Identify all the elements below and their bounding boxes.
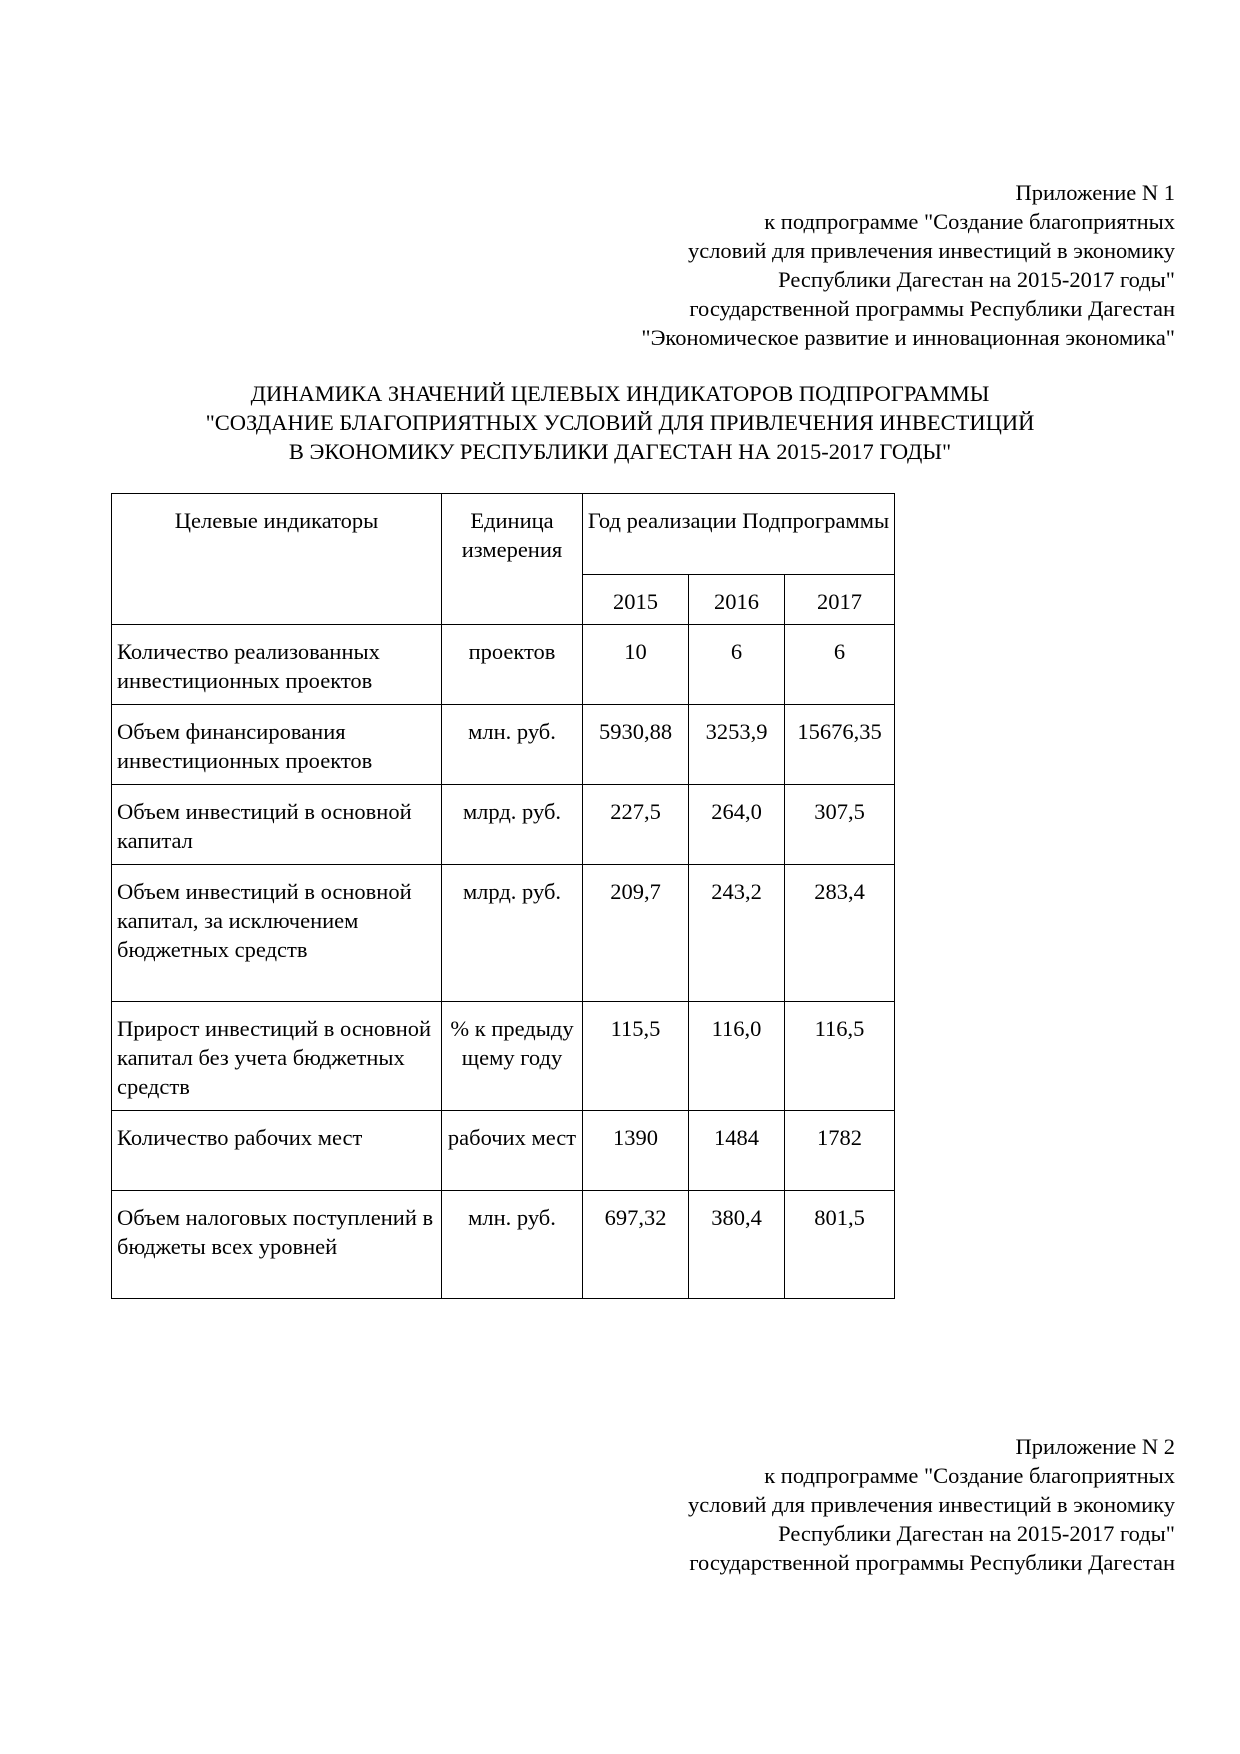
header-unit: Единица измерения	[442, 494, 583, 625]
value-cell-2016: 243,2	[689, 865, 785, 1002]
unit-cell: рабочих мест	[442, 1111, 583, 1191]
value-cell-2016: 116,0	[689, 1002, 785, 1111]
table-row	[112, 1002, 895, 1111]
header-period: Год реализации Подпрограммы	[583, 494, 895, 575]
value-cell-2015: 697,32	[583, 1191, 689, 1299]
value-cell-2015: 115,5	[583, 1002, 689, 1111]
header-year-2017: 2017	[785, 575, 895, 625]
value-cell-2016: 3253,9	[689, 705, 785, 785]
appendix-2-line: к подпрограмме "Создание благоприятных	[764, 1463, 1175, 1488]
title-line: "СОЗДАНИЕ БЛАГОПРИЯТНЫХ УСЛОВИЙ ДЛЯ ПРИВЛЕЧЕНИЯ ИНВЕСТИЦИЙ	[205, 410, 1035, 435]
value-cell-2015: 10	[583, 625, 689, 705]
unit-cell: млн. руб.	[442, 705, 583, 785]
appendix-1-line: условий для привлечения инвестиций в экономику	[687, 238, 1175, 263]
value-cell-2015: 209,7	[583, 865, 689, 1002]
value-cell-2015: 1390	[583, 1111, 689, 1191]
value-cell-2017: 283,4	[785, 865, 895, 1002]
value-cell-2016: 6	[689, 625, 785, 705]
title-line: ДИНАМИКА ЗНАЧЕНИЙ ЦЕЛЕВЫХ ИНДИКАТОРОВ ПОДПРОГРАММЫ	[250, 381, 990, 406]
indicator-cell: Объем финансирования инвестиционных проектов	[112, 705, 442, 785]
header-indicators: Целевые индикаторы	[112, 494, 442, 625]
unit-cell: % к предыдущему году	[442, 1002, 583, 1111]
table-row	[112, 785, 895, 865]
appendix-1-line: к подпрограмме "Создание благоприятных	[764, 209, 1175, 234]
value-cell-2017: 307,5	[785, 785, 895, 865]
table-row	[112, 1191, 895, 1299]
indicator-cell: Объем налоговых поступлений в бюджеты всех уровней	[112, 1191, 442, 1299]
indicators-table	[111, 493, 895, 1299]
indicator-cell: Прирост инвестиций в основной капитал без учета бюджетных средств	[112, 1002, 442, 1111]
unit-cell: проектов	[442, 625, 583, 705]
value-cell-2017: 801,5	[785, 1191, 895, 1299]
appendix-1-header	[475, 178, 1175, 352]
unit-cell: млрд. руб.	[442, 785, 583, 865]
unit-cell: млрд. руб.	[442, 865, 583, 1002]
value-cell-2017: 15676,35	[785, 705, 895, 785]
appendix-2-line: Республики Дагестан на 2015-2017 годы"	[778, 1521, 1175, 1546]
table-row	[112, 865, 895, 1002]
indicator-cell: Объем инвестиций в основной капитал, за исключением бюджетных средств	[112, 865, 442, 1002]
value-cell-2016: 1484	[689, 1111, 785, 1191]
value-cell-2015: 227,5	[583, 785, 689, 865]
appendix-2-header	[475, 1432, 1175, 1577]
indicator-cell: Количество реализованных инвестиционных проектов	[112, 625, 442, 705]
value-cell-2017: 1782	[785, 1111, 895, 1191]
appendix-2-line: Приложение N 2	[1015, 1434, 1175, 1459]
appendix-2-line: государственной программы Республики Дагестан	[689, 1550, 1175, 1575]
header-year-2016: 2016	[689, 575, 785, 625]
value-cell-2016: 380,4	[689, 1191, 785, 1299]
appendix-1-line: государственной программы Республики Дагестан	[689, 296, 1175, 321]
table-row	[112, 1111, 895, 1191]
unit-cell: млн. руб.	[442, 1191, 583, 1299]
table-row	[112, 705, 895, 785]
appendix-1-line: Приложение N 1	[1015, 180, 1175, 205]
title-line: В ЭКОНОМИКУ РЕСПУБЛИКИ ДАГЕСТАН НА 2015-2017 ГОДЫ"	[288, 439, 952, 464]
appendix-1-line: "Экономическое развитие и инновационная экономика"	[641, 325, 1175, 350]
indicator-cell: Объем инвестиций в основной капитал	[112, 785, 442, 865]
indicator-cell: Количество рабочих мест	[112, 1111, 442, 1191]
value-cell-2015: 5930,88	[583, 705, 689, 785]
value-cell-2017: 116,5	[785, 1002, 895, 1111]
table-row	[112, 625, 895, 705]
appendix-1-line: Республики Дагестан на 2015-2017 годы"	[778, 267, 1175, 292]
document-title	[0, 379, 1240, 466]
header-year-2015: 2015	[583, 575, 689, 625]
value-cell-2017: 6	[785, 625, 895, 705]
appendix-2-line: условий для привлечения инвестиций в экономику	[687, 1492, 1175, 1517]
value-cell-2016: 264,0	[689, 785, 785, 865]
table-header-row	[112, 494, 895, 575]
